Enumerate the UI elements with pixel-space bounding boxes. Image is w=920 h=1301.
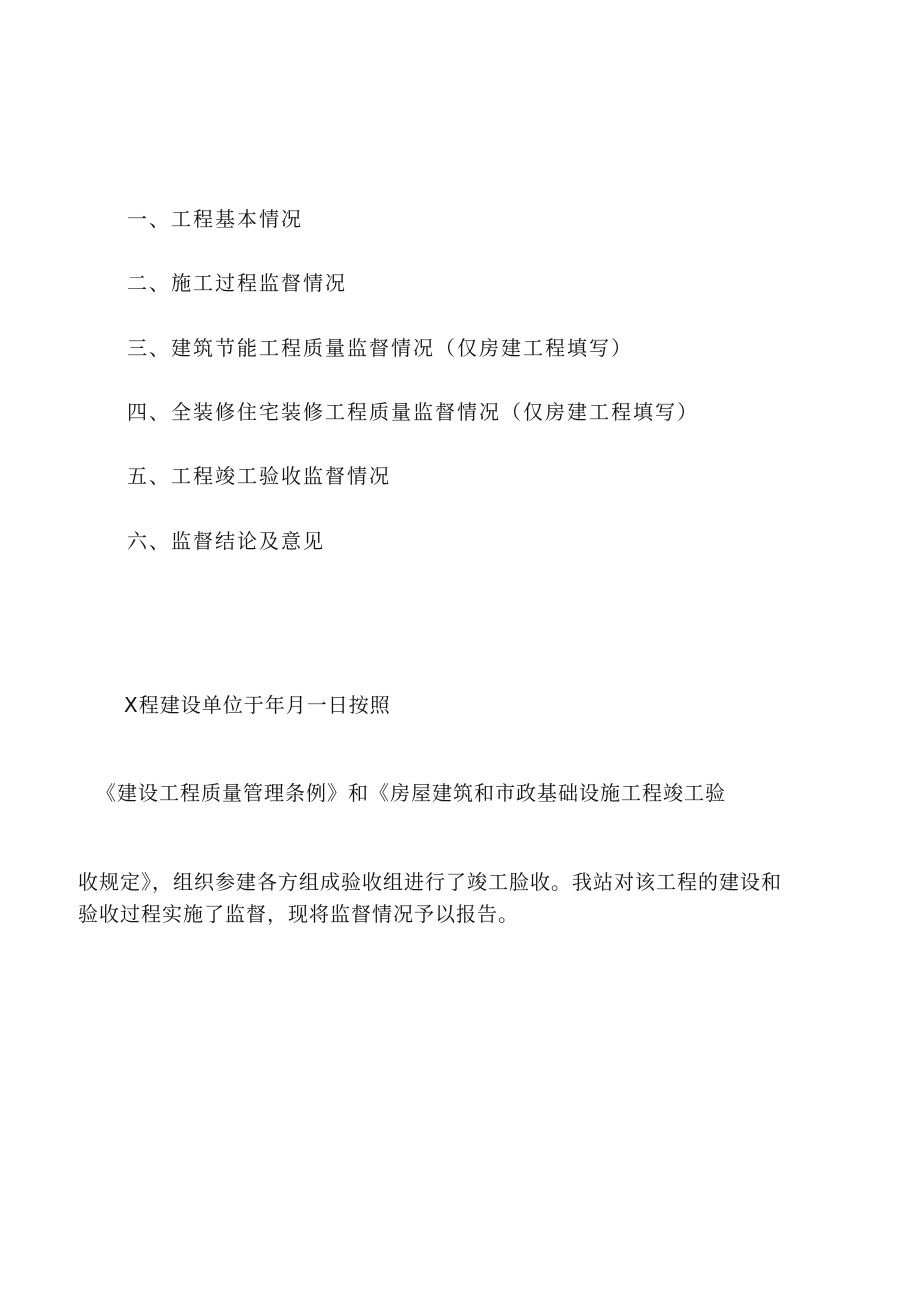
intro-line-1: X程建设单位于年月一日按照 [124,693,391,717]
toc-item-3: 三、建筑节能工程质量监督情况（仅房建工程填写） [127,336,633,360]
intro-line-3: 收规定》，组织参建各方组成验收组进行了竣工脸收。我站对该工程的建设和 [78,870,782,894]
toc-item-6: 六、监督结论及意见 [127,529,325,553]
toc-item-1: 一、工程基本情况 [127,207,303,231]
intro-line-4: 验收过程实施了监督，现将监督情况予以报告。 [78,902,519,926]
toc-item-4: 四、全装修住宅装修工程质量监督情况（仅房建工程填写） [127,400,699,424]
intro-line-2: 《建设工程质量管理条例》和《房屋建筑和市政基础设施工程竣工验 [96,781,726,805]
toc-item-5: 五、工程竣工验收监督情况 [127,464,391,488]
toc-item-2: 二、施工过程监督情况 [127,271,347,295]
